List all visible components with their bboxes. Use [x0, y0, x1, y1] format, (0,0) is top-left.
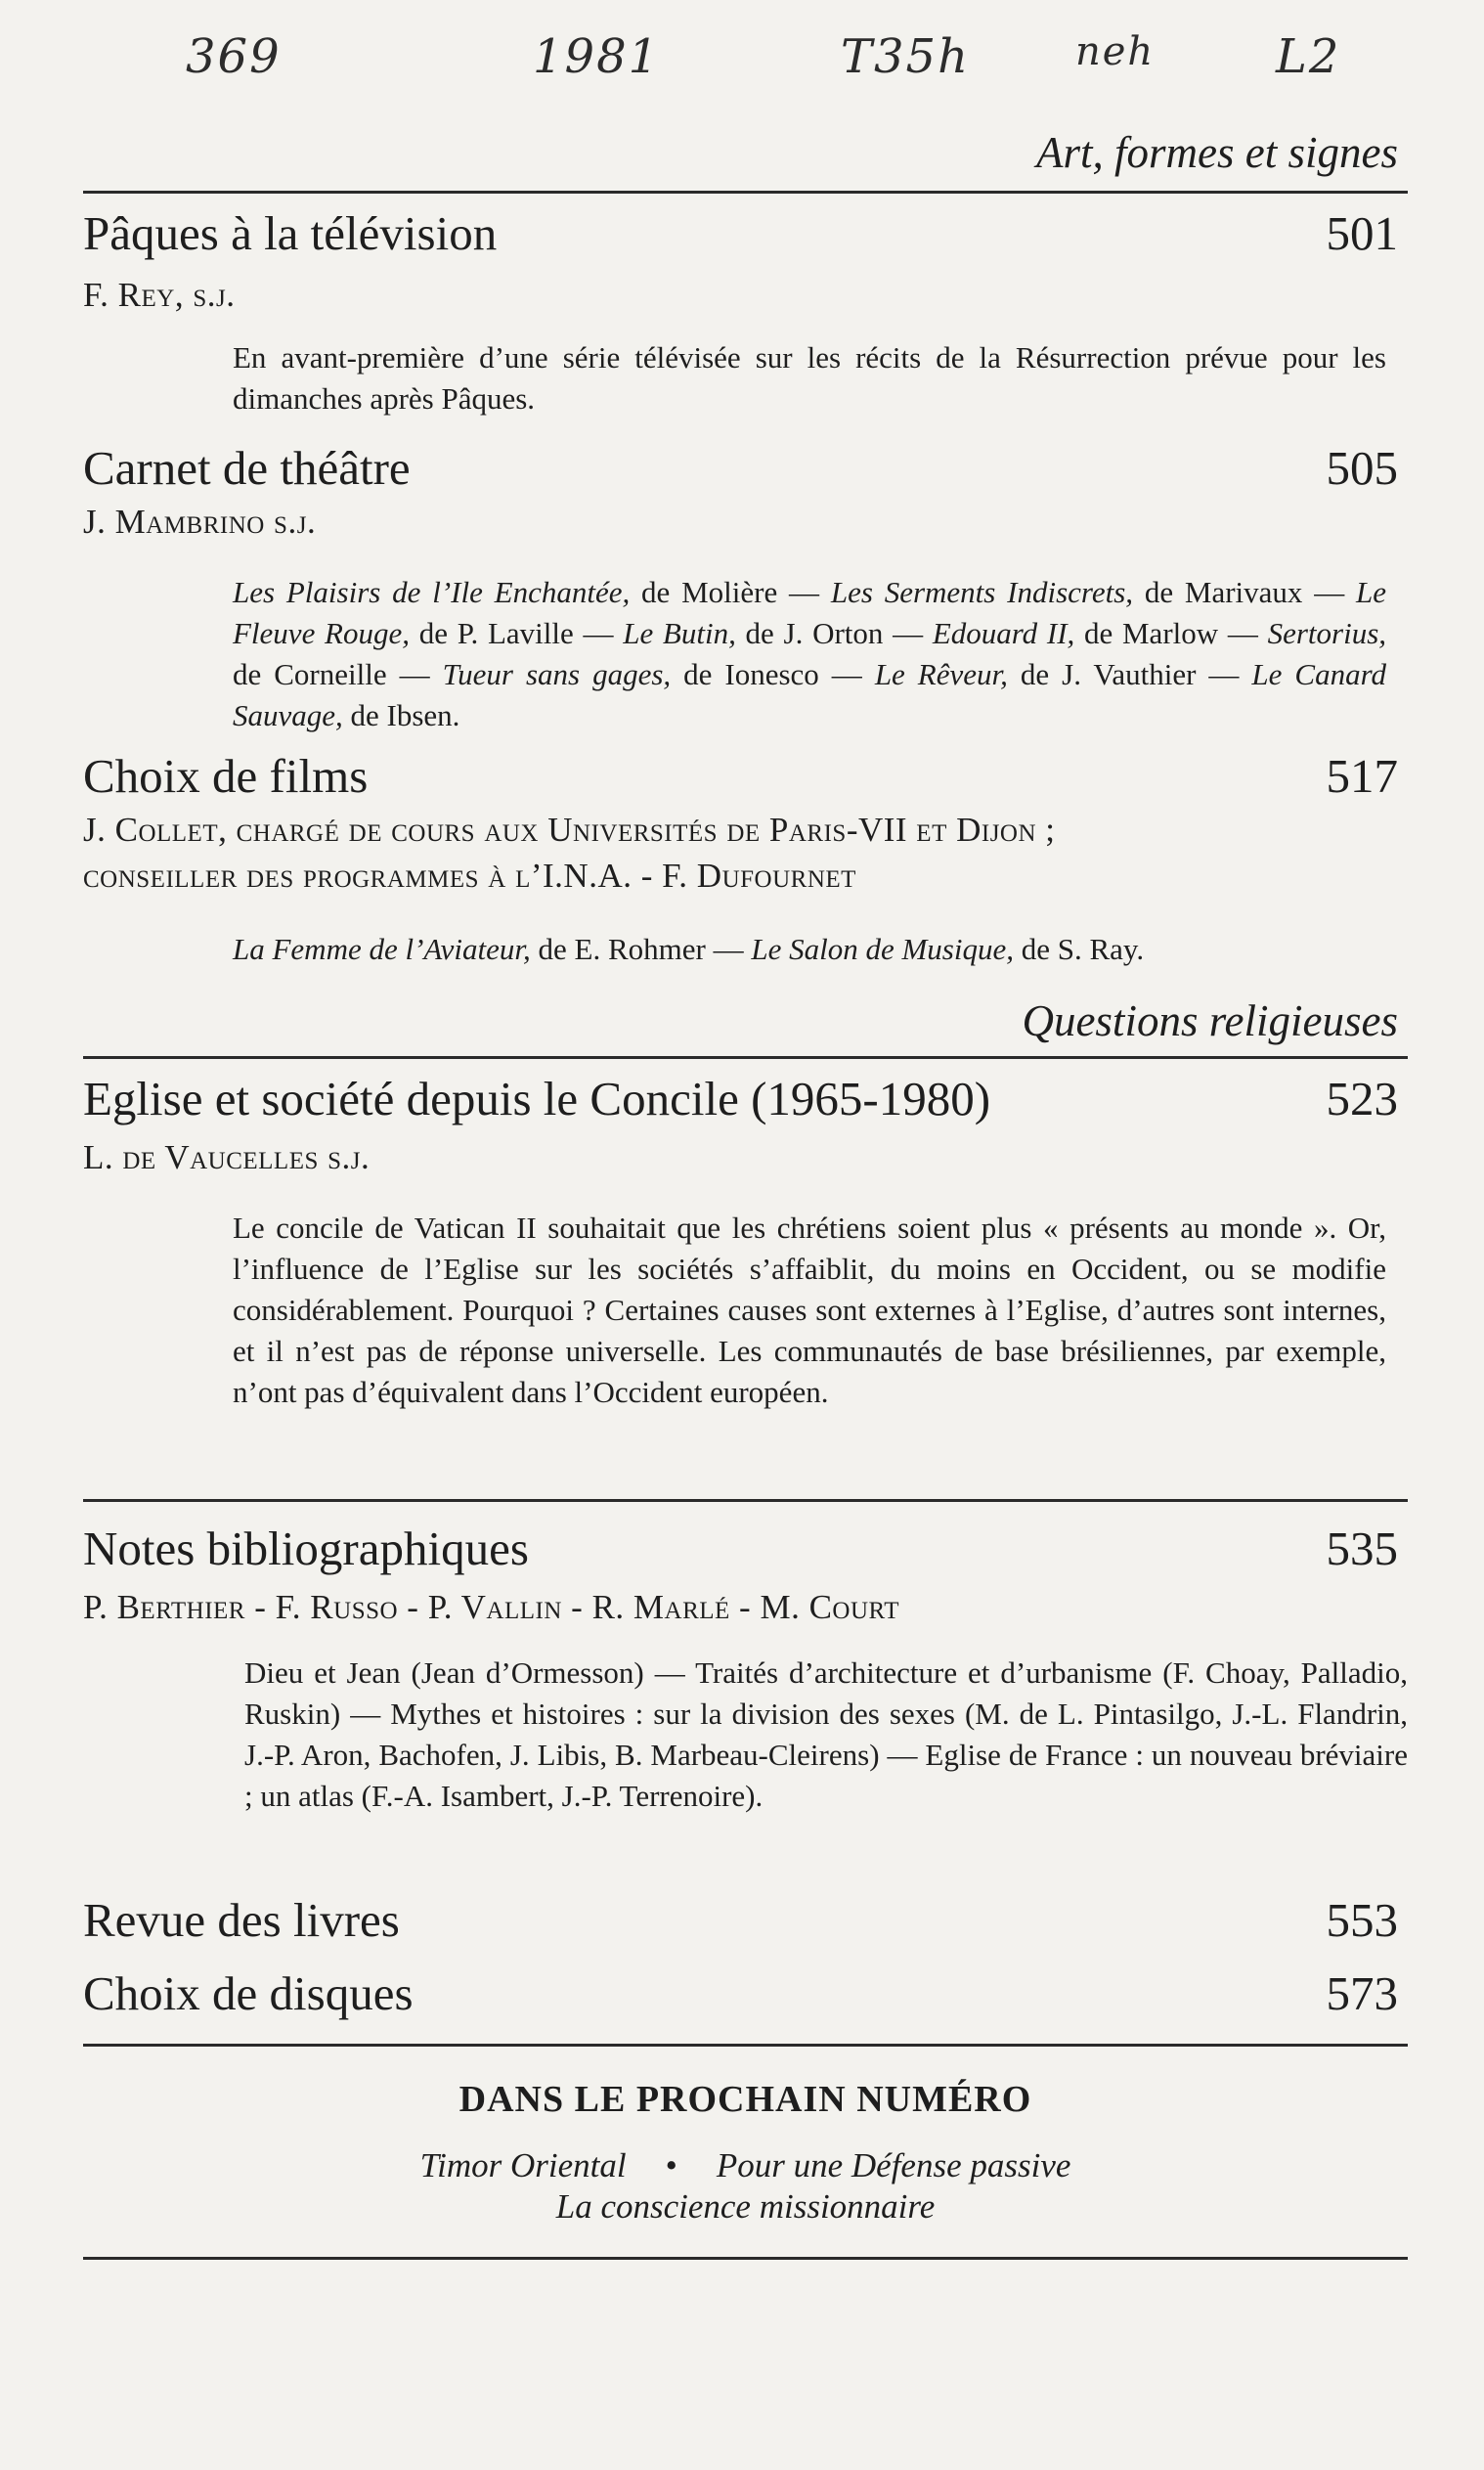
entry-author-line: J. Collet, chargé de cours aux Universités de Paris-VII et Dijon ; [83, 811, 1056, 849]
toc-entry [83, 1965, 1398, 2021]
entry-author: J. Mambrino s.j. [83, 503, 317, 541]
entry-author-line: conseiller des programmes à l’I.N.A. - F. Dufournet [83, 857, 856, 895]
next-issue-topics [83, 2146, 1408, 2185]
entry-author: P. Berthier - F. Russo - P. Vallin - R. Marlé - M. Court [83, 1588, 899, 1626]
section-rule [83, 2257, 1408, 2260]
entry-title: Choix de films [83, 749, 369, 803]
toc-entry [83, 440, 1398, 496]
entry-page-number: 505 [1326, 441, 1398, 495]
next-issue-topic: Timor Oriental [419, 2146, 627, 2184]
entry-title: Carnet de théâtre [83, 441, 411, 495]
entry-page-number: 501 [1326, 206, 1398, 260]
section-rule [83, 191, 1408, 194]
handwritten-note: T35h [841, 29, 971, 84]
entry-page-number: 553 [1326, 1893, 1398, 1947]
entry-page-number: 573 [1326, 1966, 1398, 2020]
handwritten-note: 369 [186, 29, 282, 84]
entry-title: Eglise et société depuis le Concile (1965-1980) [83, 1072, 991, 1125]
entry-description: Les Plaisirs de l’Ile Enchantée, de Molière — Les Serments Indiscrets, de Marivaux — Le Fleuve Rouge, de P. Laville — Le Butin, de J. Orton — Edouard II, de Marlow — Sertorius, de Corneille — Tueur sans gages, de Ionesco — Le Rêveur, de J. Vauthier — Le Canard Sauvage, de Ibsen. [233, 575, 1387, 732]
entry-title: Notes bibliographiques [83, 1522, 529, 1575]
section-rule [83, 2044, 1408, 2047]
entry-title: Pâques à la télévision [83, 206, 498, 260]
handwritten-note: L2 [1276, 29, 1341, 84]
bullet-icon: • [665, 2146, 677, 2184]
section-heading: Art, formes et signes [1036, 128, 1398, 177]
toc-entry [83, 1521, 1398, 1576]
entry-title: Revue des livres [83, 1893, 400, 1947]
entry-author: F. Rey, s.j. [83, 276, 236, 314]
entry-description: En avant-première d’une série télévisée sur les récits de la Résurrection prévue pour les dimanches après Pâques. [233, 340, 1386, 416]
section-rule [83, 1499, 1408, 1502]
toc-entry [83, 1071, 1398, 1126]
next-issue-heading: DANS LE PROCHAIN NUMÉRO [458, 2079, 1032, 2120]
entry-page-number: 517 [1326, 749, 1398, 803]
entry-description: Le concile de Vatican II souhaitait que les chrétiens soient plus « présents au monde ». Or, l’influence de l’Eglise sur les sociétés s’affaiblit, du moins en Occident, ou se modifie considérablement. Pourquoi ? Certaines causes sont externes à l’Eglise, d’autres sont internes, et il n’est pas de réponse universelle. Les communautés de base brésiliennes, par exemple, n’ont pas d’équivalent dans l’Occident européen. [233, 1211, 1386, 1409]
entry-description: Dieu et Jean (Jean d’Ormesson) — Traités d’architecture et d’urbanisme (F. Choay, Palladio, Ruskin) — Mythes et histoires : sur la division des sexes (M. de L. Pintasilgo, J.-L. Flandrin, J.-P. Aron, Bachofen, J. Libis, B. Marbeau-Cleirens) — Eglise de France : un nouveau bréviaire ; un atlas (F.-A. Isambert, J.-P. Terrenoire). [244, 1655, 1408, 1813]
entry-page-number: 535 [1326, 1522, 1398, 1575]
toc-entry [83, 1892, 1398, 1948]
next-issue-topic: La conscience missionnaire [555, 2187, 936, 2226]
entry-description: La Femme de l’Aviateur, de E. Rohmer — Le Salon de Musique, de S. Ray. [233, 932, 1145, 966]
entry-title: Choix de disques [83, 1966, 414, 2020]
section-heading: Questions religieuses [1022, 996, 1398, 1045]
toc-entry [83, 748, 1398, 804]
handwritten-note: 1981 [533, 29, 661, 84]
handwritten-note: neh [1075, 29, 1156, 74]
section-rule [83, 1056, 1408, 1059]
entry-page-number: 523 [1326, 1072, 1398, 1125]
entry-author: L. de Vaucelles s.j. [83, 1138, 371, 1176]
toc-entry [83, 205, 1398, 261]
next-issue-topic: Pour une Défense passive [716, 2146, 1071, 2184]
